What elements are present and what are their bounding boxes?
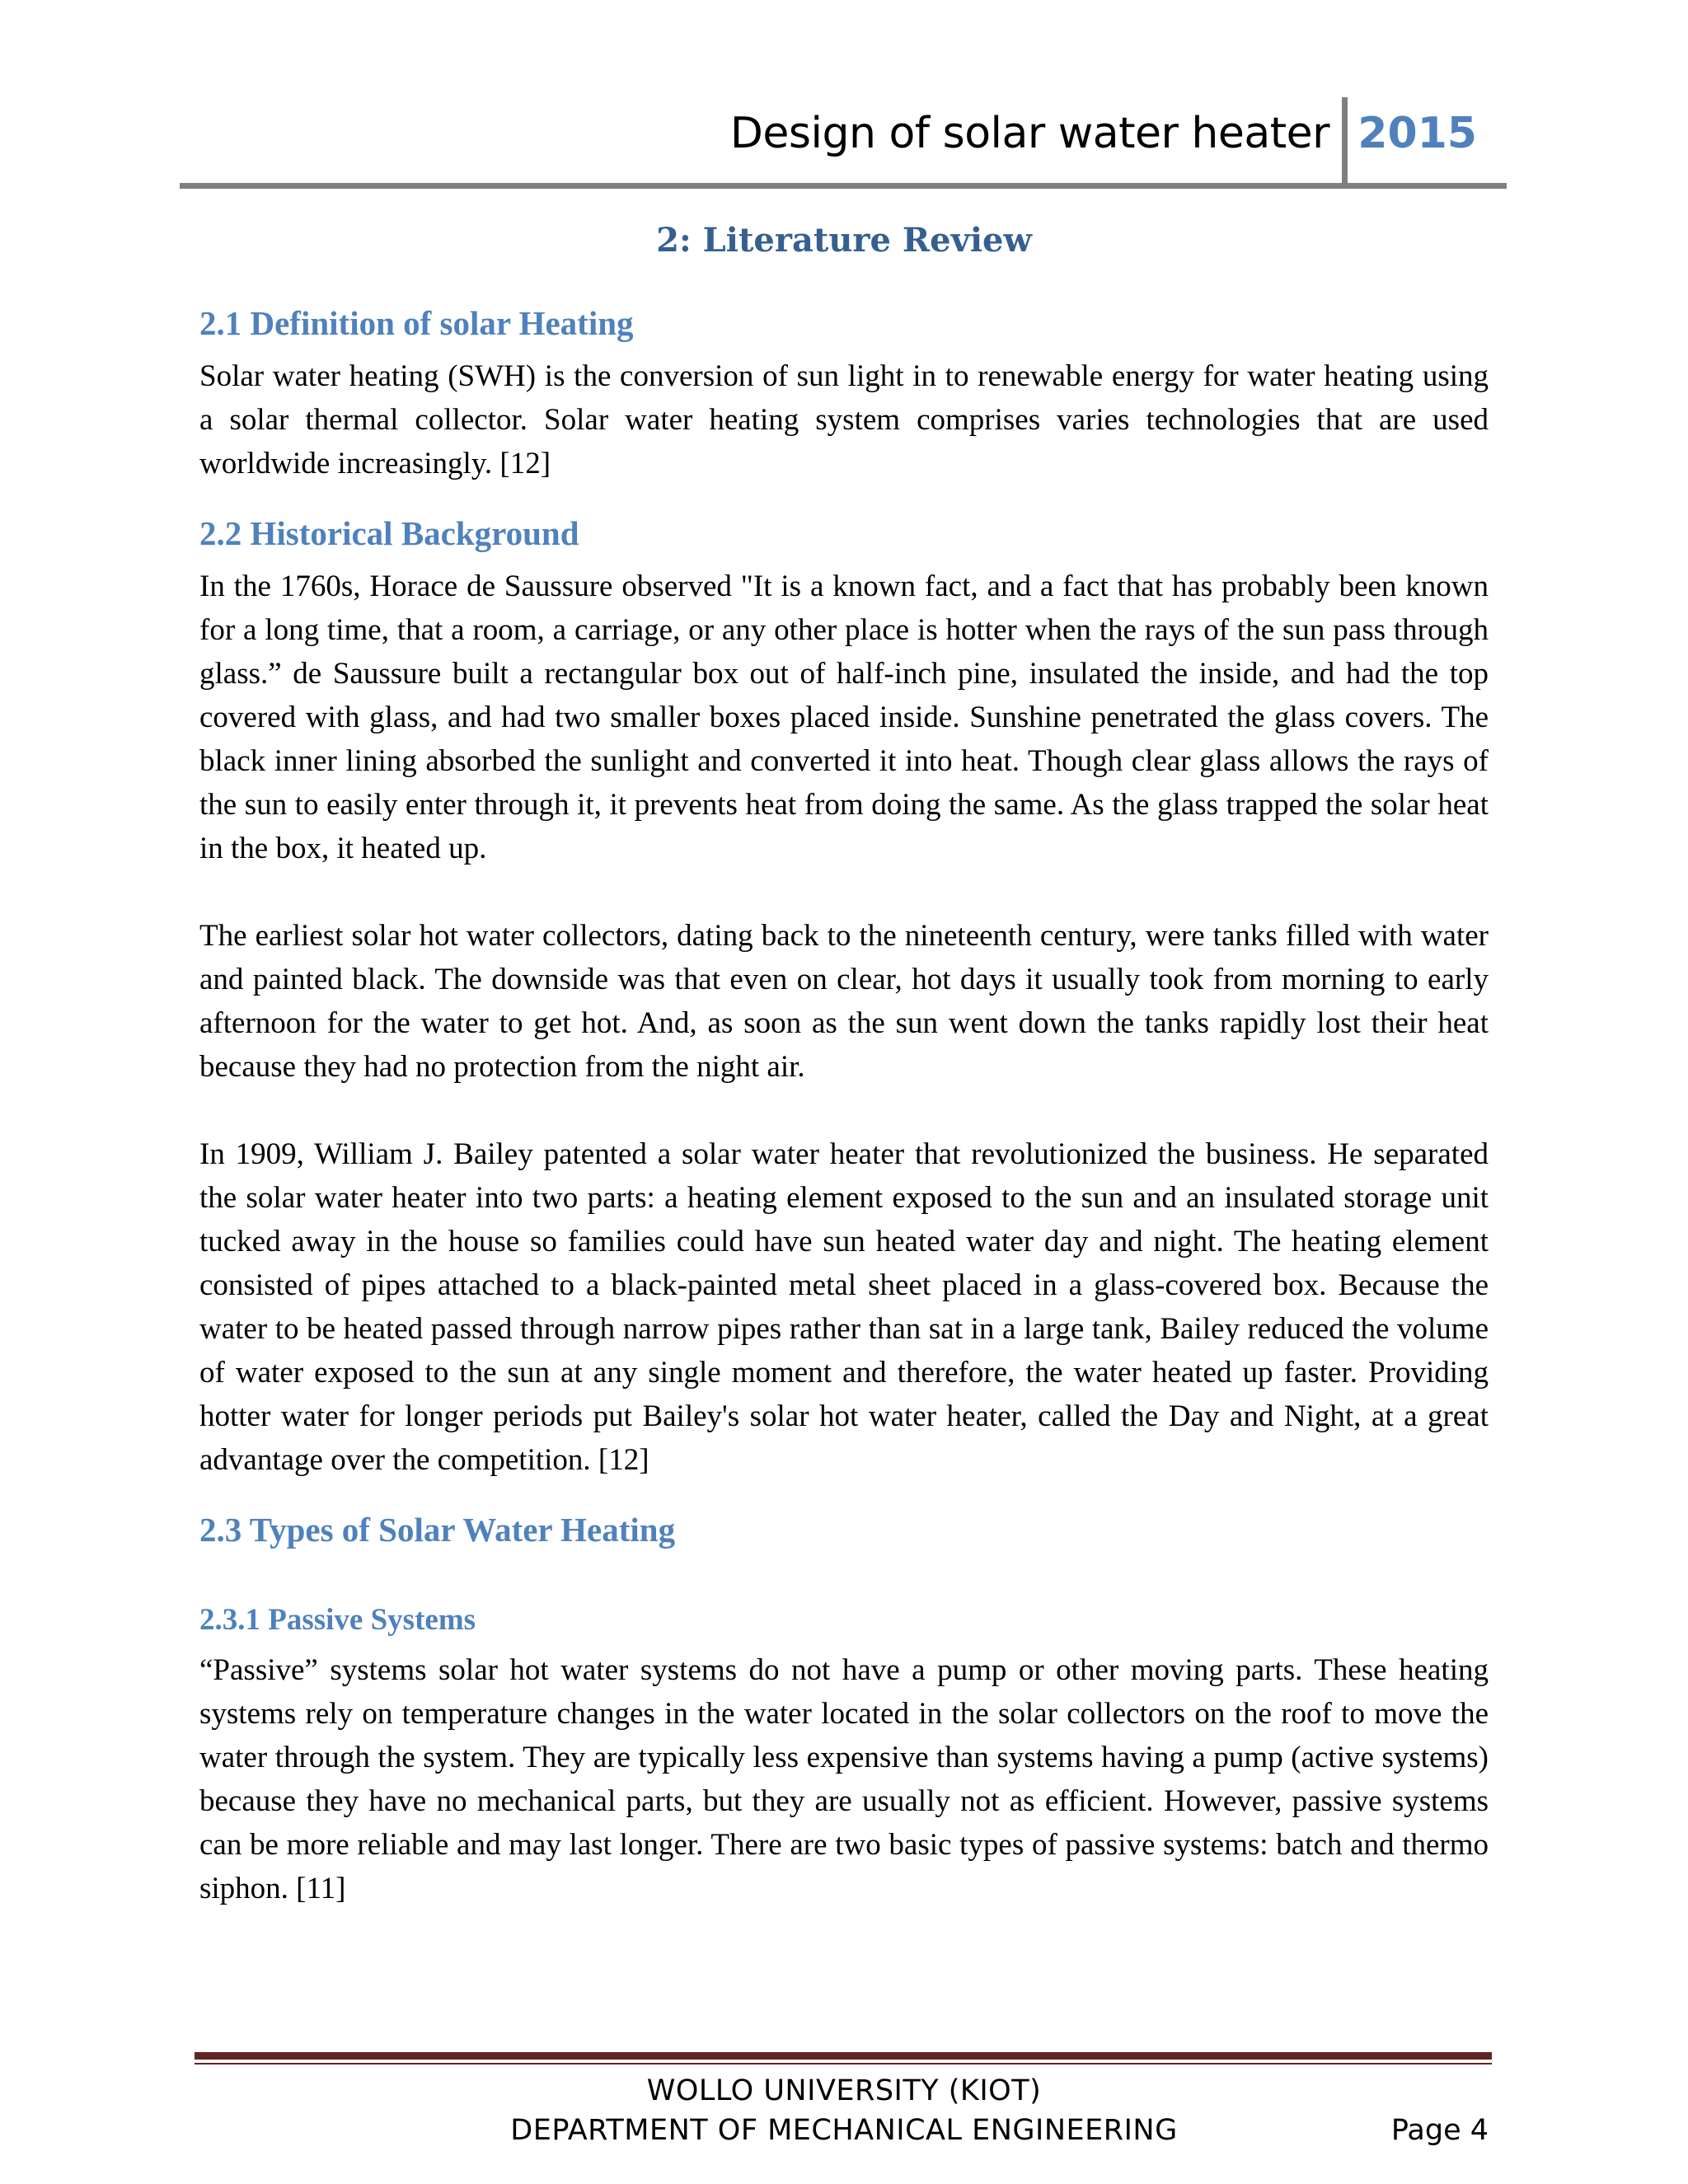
section-heading-2-3: 2.3 Types of Solar Water Heating	[199, 1511, 676, 1549]
paragraph-history-3: In 1909, William J. Bailey patented a solar water heater that revolutionized the business. He separated the solar water heater into two parts: a heating element exposed to the sun and an insulated storage unit tucked away in the house so families could have sun heated water day and night. The heating element consisted of pipes attached to a black-painted metal sheet placed in a glass-covered box. Because the water to be heated passed through narrow pipes rather than sat in a large tank, Bailey reduced the volume of water exposed to the sun at any single moment and therefore, the water heated up faster. Providing hotter water for longer periods put Bailey's solar hot water heater, called the Day and Night, at a great advantage over the competition. [12]	[199, 1137, 1489, 1477]
section-heading-2-1: 2.1 Definition of solar Heating	[199, 304, 634, 342]
paragraph-passive-systems: “Passive” systems solar hot water systems do not have a pump or other moving parts. These heating systems rely on temperature changes in the water located in the solar collectors on the roof to move the water through the system. They are typically less expensive than systems having a pump (active systems) because they have no mechanical parts, but they are usually not as efficient. However, passive systems can be more reliable and may last longer. There are two basic types of passive systems: batch and thermo siphon. [11]	[199, 1653, 1489, 1905]
subsection-heading-2-3-1: 2.3.1 Passive Systems	[199, 1603, 476, 1637]
paragraph-definition: Solar water heating (SWH) is the conversion of sun light in to renewable energy for water heating using a solar thermal collector. Solar water heating system comprises varies technologies that are used worldwide increasingly. [12]	[199, 359, 1489, 480]
paragraph-history-2: The earliest solar hot water collectors, dating back to the nineteenth century, were tanks filled with water and painted black. The downside was that even on clear, hot days it usually took from morning to early afternoon for the water to get hot. And, as soon as the sun went down the tanks rapidly lost their heat because they had no protection from the night air.	[199, 919, 1489, 1084]
footer-department: DEPARTMENT OF MECHANICAL ENGINEERING	[510, 2114, 1178, 2147]
page-header	[180, 97, 1507, 189]
header-divider	[1342, 97, 1348, 183]
footer-university: WOLLO UNIVERSITY (KIOT)	[646, 2074, 1042, 2107]
chapter-title: 2: Literature Review	[656, 221, 1032, 260]
page-number: Page 4	[1390, 2114, 1489, 2147]
footer-rule	[195, 2052, 1492, 2060]
paragraph-history-1: In the 1760s, Horace de Saussure observed "It is a known fact, and a fact that has probably been known for a long time, that a room, a carriage, or any other place is hotter when the rays of the sun pass through glass.” de Saussure built a rectangular box out of half-inch pine, insulated the inside, and had the top covered with glass, and had two smaller boxes placed inside. Sunshine penetrated the glass covers. The black inner lining absorbed the sunlight and converted it into heat. Though clear glass allows the rays of the sun to easily enter through it, it prevents heat from doing the same. As the glass trapped the solar heat in the box, it heated up.	[199, 569, 1489, 865]
section-heading-2-2: 2.2 Historical Background	[199, 514, 579, 552]
page-content	[199, 298, 1489, 1910]
footer-rule-thin	[195, 2063, 1492, 2064]
header-year: 2015	[1357, 109, 1477, 158]
header-title: Design of solar water heater	[729, 109, 1329, 158]
